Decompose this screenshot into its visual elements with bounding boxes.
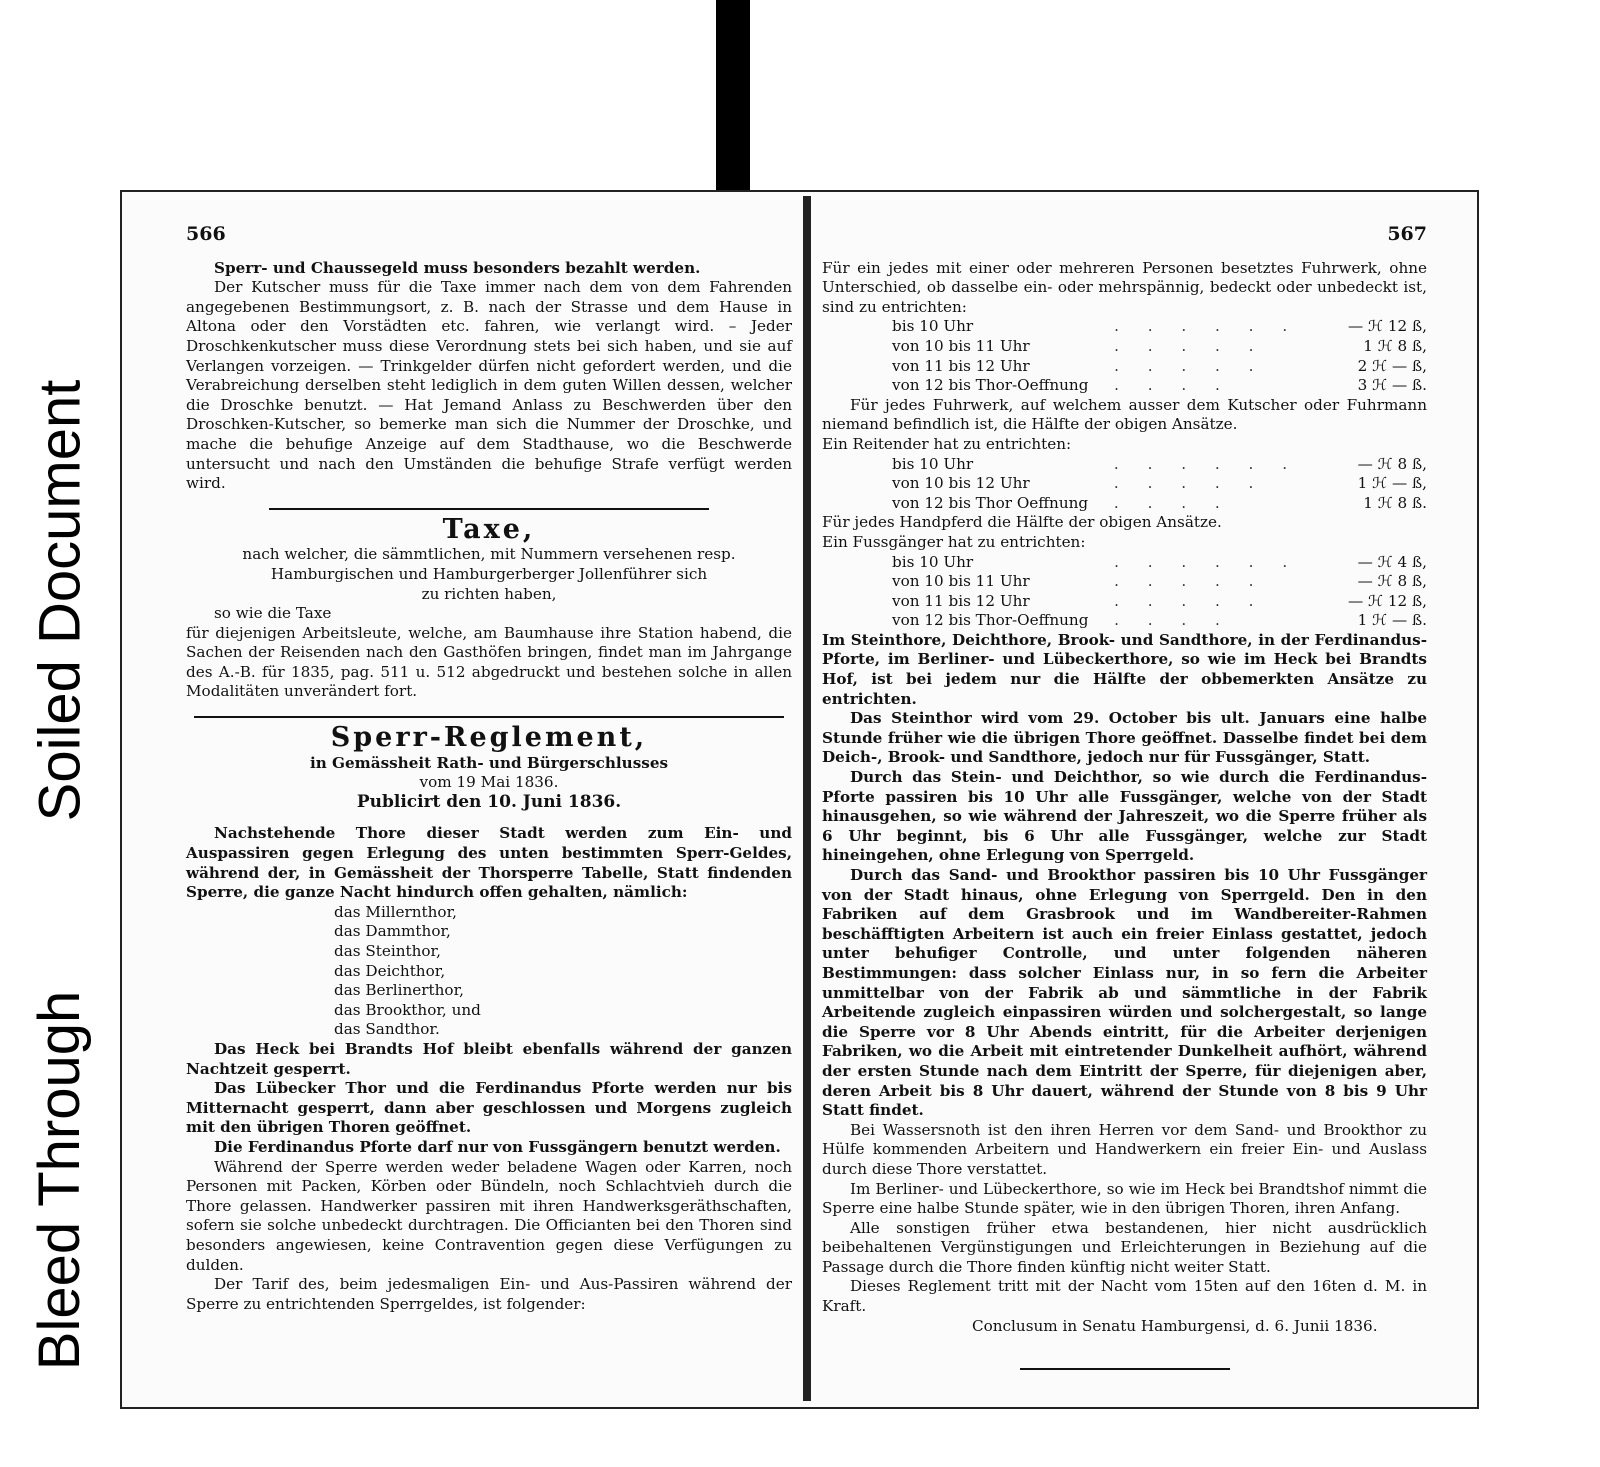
list-item: das Sandthor. bbox=[334, 1020, 440, 1039]
divider bbox=[269, 508, 709, 510]
text-line: so wie die Taxe bbox=[214, 604, 332, 623]
left-page bbox=[186, 225, 792, 1314]
paragraph: Alle sonstigen früher etwa bestandenen, hier nicht ausdrücklich beibehaltenen Vergünstigungen und Erleichterungen in Beziehung auf die Passage durch die Thore finden künftig nicht weiter Statt. bbox=[822, 1218, 1427, 1276]
paragraph: Für ein jedes mit einer oder mehreren Personen besetztes Fuhrwerk, ohne Unterschied, ob dasselbe ein- oder mehrspännig, bedeckt oder unbedeckt ist, sind zu entrichten: bbox=[822, 258, 1427, 316]
paragraph: Ein Fussgänger hat zu entrichten: bbox=[822, 532, 1086, 551]
divider bbox=[1020, 1368, 1230, 1370]
text-line: in Gemässheit Rath- und Bürgerschlusses bbox=[309, 753, 669, 772]
tariff-table-vehicles bbox=[822, 317, 1427, 395]
tariff-label: von 12 bis Thor Oeffnung bbox=[892, 493, 1089, 512]
tariff-label: von 10 bis 11 Uhr bbox=[892, 336, 1030, 355]
paragraph: Für jedes Handpferd die Hälfte der obigen Ansätze. bbox=[822, 513, 1222, 532]
soiled-document-label: Soiled Document bbox=[0, 340, 120, 860]
table-row: bis 10 Uhr . . . . . . — ℋ 8 ß, bbox=[822, 455, 1427, 475]
text-line: Hamburgischen und Hamburgerberger Jollenführer sich bbox=[270, 564, 708, 583]
list-item: das Berlinerthor, bbox=[334, 981, 464, 1000]
tariff-label: von 11 bis 12 Uhr bbox=[892, 356, 1030, 375]
tariff-table-pedestrians bbox=[822, 553, 1427, 631]
text-line: Publicirt den 10. Juni 1836. bbox=[356, 791, 622, 812]
tariff-price: — ℋ 8 ß, bbox=[1357, 572, 1427, 591]
table-row: bis 10 Uhr . . . . . . — ℋ 4 ß, bbox=[822, 553, 1427, 573]
section-title: Taxe, bbox=[442, 513, 536, 545]
tariff-label: von 11 bis 12 Uhr bbox=[892, 591, 1030, 610]
paragraph: Conclusum in Senatu Hamburgensi, d. 6. Junii 1836. bbox=[972, 1316, 1378, 1335]
tariff-label: von 12 bis Thor-Oeffnung bbox=[892, 611, 1089, 630]
tariff-label: bis 10 Uhr bbox=[892, 552, 974, 571]
tariff-price: — ℋ 12 ß, bbox=[1348, 591, 1427, 610]
tariff-price: — ℋ 8 ß, bbox=[1357, 454, 1427, 473]
paragraph: Im Steinthore, Deichthore, Brook- und Sandthore, in der Ferdinandus-Pforte, im Berliner- und Lübeckerthore, so wie im Heck bei Brandts Hof, ist bei jedem nur die Hälfte der obbemerkten Ansätze zu entrichten. bbox=[822, 630, 1427, 708]
table-row: von 10 bis 11 Uhr . . . . . 1 ℋ 8 ß, bbox=[822, 337, 1427, 357]
paragraph: Der Tarif des, beim jedesmaligen Ein- und Aus-Passiren während der Sperre zu entrichtenden Sperrgeldes, ist folgender: bbox=[186, 1275, 792, 1313]
right-page bbox=[822, 225, 1427, 1370]
tariff-price: — ℋ 4 ß, bbox=[1357, 552, 1427, 571]
paragraph: Der Kutscher muss für die Taxe immer nach dem von dem Fahrenden angegebenen Bestimmungsort, z. B. nach der Strasse und dem Hause in Altona oder den Vorstädten etc. fahren, wie verlangt wird. – Jeder Droschkenkutscher muss diese Verordnung stets bei sich haben, und sie auf Verlangen vorzeigen. — Trinkgelder dürfen nicht gefordert werden, und die Verabreichung derselben steht lediglich in dem guten Willen dessen, welcher die Droschke benutzt. — Hat Jemand Anlass zu Beschwerden über den Droschken-Kutscher, so bemerke man sich die Nummer der Droschke, und mache die behufige Anzeige auf dem Stadthause, wo die Beschwerde untersucht und nach den Umständen die behufige Strafe verfügt werden wird. bbox=[186, 278, 792, 493]
table-row: von 12 bis Thor-Oeffnung . . . . 1 ℋ — ß. bbox=[822, 611, 1427, 631]
list-item: das Millernthor, bbox=[334, 902, 457, 921]
table-row: bis 10 Uhr . . . . . . — ℋ 12 ß, bbox=[822, 317, 1427, 337]
tariff-price: 1 ℋ — ß, bbox=[1357, 474, 1427, 493]
paragraph: Dieses Reglement tritt mit der Nacht vom 15ten auf den 16ten d. M. in Kraft. bbox=[822, 1277, 1427, 1316]
tariff-label: von 10 bis 11 Uhr bbox=[892, 572, 1030, 591]
text-line: zu richten haben, bbox=[421, 584, 557, 603]
list-item: das Dammthor, bbox=[334, 922, 451, 941]
paragraph: Für jedes Fuhrwerk, auf welchem ausser dem Kutscher oder Fuhrmann niemand befindlich ist, die Hälfte der obigen Ansätze. bbox=[822, 395, 1427, 434]
page-number: 567 bbox=[1387, 223, 1427, 245]
section-title: Sperr-Reglement, bbox=[330, 722, 648, 754]
tariff-price: 1 ℋ — ß. bbox=[1357, 611, 1427, 630]
tariff-price: 2 ℋ — ß, bbox=[1357, 356, 1427, 375]
table-row: von 12 bis Thor Oeffnung . . . . 1 ℋ 8 ß. bbox=[822, 494, 1427, 514]
paragraph: Bei Wassersnoth ist den ihren Herren vor dem Sand- und Brookthor zu Hülfe kommenden Arbeitern und Handwerkern ein freier Ein- und Auslass durch diese Thore verstattet. bbox=[822, 1120, 1427, 1178]
list-item: das Deichthor, bbox=[334, 961, 446, 980]
paragraph: Das Steinthor wird vom 29. October bis ult. Januars eine halbe Stunde früher wie die übrigen Thore geöffnet. Dasselbe findet bei dem Deich-, Brook- und Sandthore, jedoch nur für Fussgänger, Statt. bbox=[822, 709, 1427, 767]
table-row: von 12 bis Thor-Oeffnung . . . . 3 ℋ — ß. bbox=[822, 376, 1427, 396]
tariff-table-riders bbox=[822, 455, 1427, 514]
tariff-price: — ℋ 12 ß, bbox=[1348, 317, 1427, 336]
table-row: von 11 bis 12 Uhr . . . . . — ℋ 12 ß, bbox=[822, 592, 1427, 612]
table-row: von 11 bis 12 Uhr . . . . . 2 ℋ — ß, bbox=[822, 357, 1427, 377]
tariff-label: von 12 bis Thor-Oeffnung bbox=[892, 376, 1089, 395]
tariff-price: 1 ℋ 8 ß, bbox=[1363, 336, 1427, 355]
paragraph: für diejenigen Arbeitsleute, welche, am Baumhause ihre Station habend, die Sachen der Reisenden nach den Gasthöfen bringen, findet man im Jahrgange des A.-B. für 1835, pag. 511 u. 512 abgedruckt und bestehen solche in allen Modalitäten unverändert fort. bbox=[186, 623, 792, 701]
paragraph: Nachstehende Thore dieser Stadt werden zum Ein- und Auspassiren gegen Erlegung des unten bestimmten Sperr-Geldes, während der, in Gemässheit der Thorsperre Tabelle, Statt findenden Sperre, die ganze Nacht hindurch offen gehalten, nämlich: bbox=[186, 824, 792, 902]
paragraph: Während der Sperre werden weder beladene Wagen oder Karren, noch Personen mit Packen, Körben oder Bündeln, noch Schlachtvieh durch die Thore gelassen. Handwerker passiren mit ihren Handwerksgeräthschaften, sofern sie solche unbedeckt durchtragen. Die Officianten bei den Thoren sind besonders angewiesen, keine Contravention gegen diese Verfügungen zu dulden. bbox=[186, 1157, 792, 1274]
gate-list bbox=[186, 903, 792, 1040]
tariff-price: 1 ℋ 8 ß. bbox=[1363, 493, 1427, 512]
table-row: von 10 bis 11 Uhr . . . . . — ℋ 8 ß, bbox=[822, 572, 1427, 592]
text-line: nach welcher, die sämmtlichen, mit Nummern versehenen resp. bbox=[242, 545, 736, 564]
paragraph: Sperr- und Chaussegeld muss besonders bezahlt werden. bbox=[214, 258, 701, 277]
divider bbox=[194, 716, 784, 718]
tariff-label: von 10 bis 12 Uhr bbox=[892, 474, 1030, 493]
text-line: vom 19 Mai 1836. bbox=[419, 773, 559, 792]
tariff-label: bis 10 Uhr bbox=[892, 454, 974, 473]
list-item: das Steinthor, bbox=[334, 942, 441, 960]
paragraph: Durch das Sand- und Brookthor passiren bis 10 Uhr Fussgänger von der Stadt hinaus, ohne Erlegung von Sperrgeld. Den in den Fabriken auf dem Grasbrook und im Wandbereiter-Rahmen beschäfftigten Arbeitern ist auch ein freier Einlass gestattet, jedoch unter behufiger Controlle, und unter folgenden näheren Bestimmungen: dass solcher Einlass nur, in so fern die Arbeiter unmittelbar von der Fabrik ab und sämmtliche in der Fabrik Arbeitende zugleich einpassiren würden und solchergestalt, so lange die Sperre vor 8 Uhr Abends eintritt, für die Arbeiter derjenigen Fabriken, wo die Arbeit mit eintretender Dunkelheit aufhört, während der ersten Stunde nach dem Eintritt der Sperre, für diejenigen aber, deren Arbeit bis 8 Uhr dauert, während der Stunde von 8 bis 9 Uhr Statt findet. bbox=[822, 866, 1427, 1120]
paragraph: Im Berliner- und Lübeckerthore, so wie im Heck bei Brandtshof nimmt die Sperre eine halbe Stunde später, wie in den übrigen Thoren, ihren Anfang. bbox=[822, 1179, 1427, 1218]
tariff-label: bis 10 Uhr bbox=[892, 317, 974, 336]
paragraph: Die Ferdinandus Pforte darf nur von Fussgängern benutzt werden. bbox=[214, 1137, 781, 1156]
page-number: 566 bbox=[186, 223, 226, 245]
book-spine bbox=[803, 196, 811, 1401]
table-row: von 10 bis 12 Uhr . . . . . 1 ℋ — ß, bbox=[822, 474, 1427, 494]
bleed-through-label: Bleed Through bbox=[0, 930, 120, 1430]
list-item: das Brookthor, und bbox=[334, 1000, 481, 1019]
paragraph: Das Lübecker Thor und die Ferdinandus Pforte werden nur bis Mitternacht gesperrt, dann aber geschlossen und Morgens zugleich mit den übrigen Thoren geöffnet. bbox=[186, 1079, 792, 1137]
paragraph: Durch das Stein- und Deichthor, so wie durch die Ferdinandus-Pforte passiren bis 10 Uhr alle Fussgänger, welche von der Stadt hinausgehen, so wie während der Jahreszeit, wo die Sperre früher als 6 Uhr beginnt, bis 6 Uhr alle Fussgänger, welche zur Stadt hineingehen, ohne Erlegung von Sperrgeld. bbox=[822, 768, 1427, 865]
paragraph: Das Heck bei Brandts Hof bleibt ebenfalls während der ganzen Nachtzeit gesperrt. bbox=[186, 1039, 792, 1078]
tariff-price: 3 ℋ — ß. bbox=[1357, 376, 1427, 395]
paragraph: Ein Reitender hat zu entrichten: bbox=[822, 434, 1072, 453]
